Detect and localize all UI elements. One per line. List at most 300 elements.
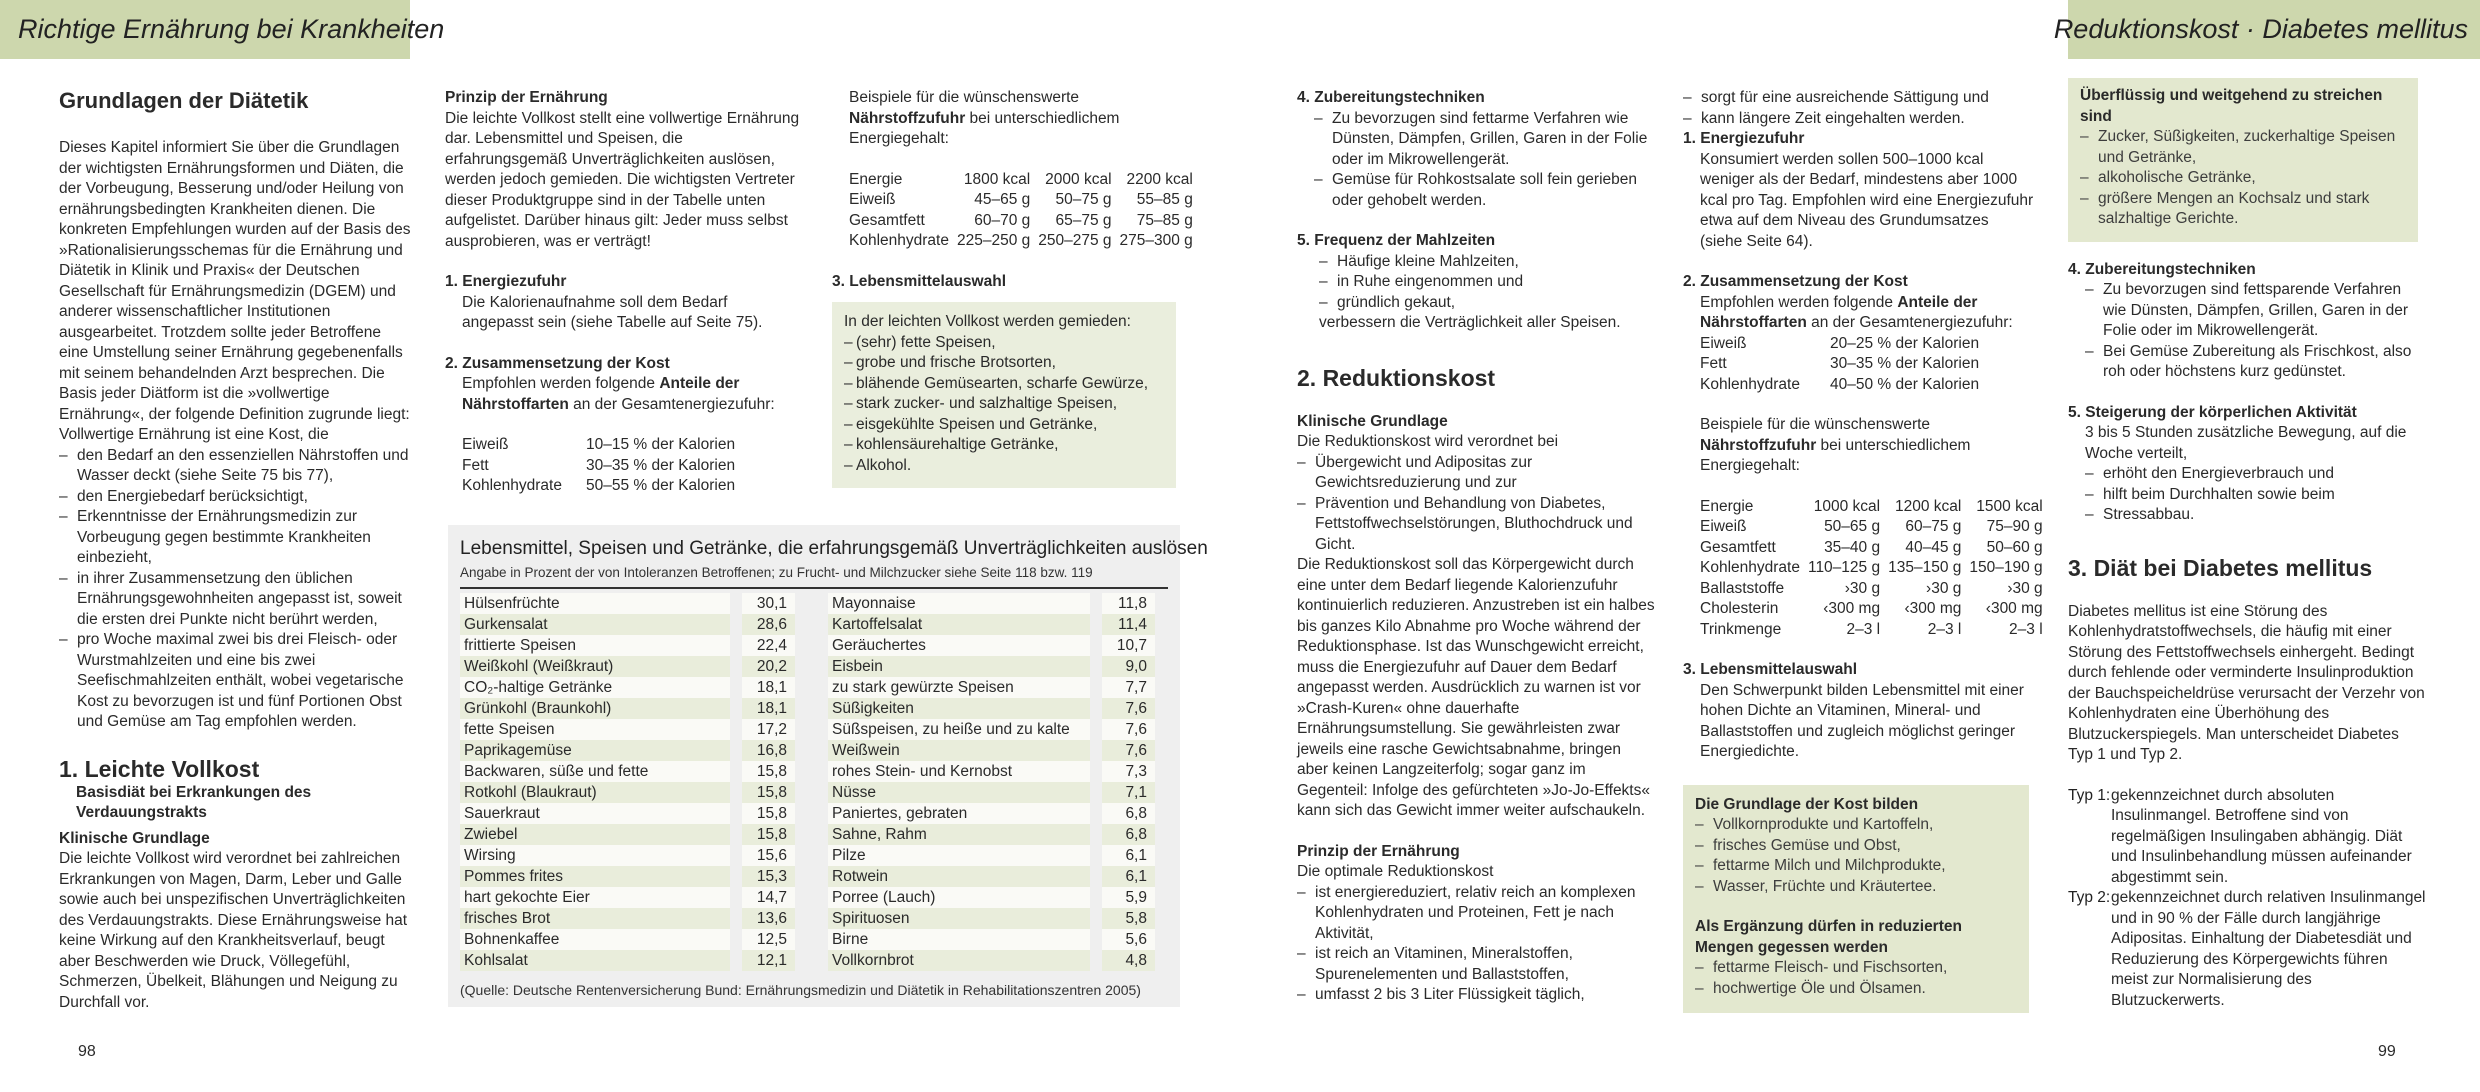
clinical-list xyxy=(1297,453,1655,556)
frequency-list xyxy=(1297,252,1655,314)
diabetes-paragraph: Diabetes mellitus ist eine Störung des Kohlenhydratstoffwechsels, die häufig mit einer Störung des Fettstoffwechsels einhergeht. Bedingt durch fehlende oder verminderte Insulinproduktion der Bauchspeicheldrüse verursacht der Verzehr von Kohlenhydraten eine Überhöhung des Blutzuckerspiegels. Man unterscheidet Diabetes Typ 1 und Typ 2. xyxy=(2068,602,2425,763)
food-name: Pilze xyxy=(828,845,1090,866)
nutrient-label: Ballaststoffe xyxy=(1700,579,1785,597)
cell-spacer xyxy=(1090,866,1102,887)
nutrient-label: Kohlenhydrate xyxy=(849,232,949,249)
food-name: Gurkensalat xyxy=(460,614,730,635)
food-name: Süßspeisen, zu heiße und zu kalte xyxy=(828,719,1090,740)
page-number-left: 98 xyxy=(78,1043,96,1060)
nutrient-row xyxy=(1700,579,2043,600)
intolerance-percent: 20,2 xyxy=(742,656,795,677)
cell-spacer xyxy=(1090,929,1102,950)
table-row xyxy=(460,677,795,698)
list-item: – Zu bevorzugen sind fettsparende Verfahren wie Dünsten, Dämpfen, Grillen, Garen in der Folie oder im Mikrowellengerät. xyxy=(2085,280,2426,342)
energy-paragraph: Die Kalorienaufnahme soll dem Bedarf angepasst sein (siehe Tabelle auf Seite 75). xyxy=(462,293,763,331)
basis-list xyxy=(1695,815,2017,897)
composition-paragraph xyxy=(1683,293,2035,334)
prep-heading: 4. Zubereitungstechniken xyxy=(1297,89,1485,106)
cell-spacer xyxy=(730,803,742,824)
nutrient-value: 55–85 g xyxy=(1136,191,1193,208)
table-row xyxy=(460,740,795,761)
nutrient-value: ‹300 mg xyxy=(1904,600,1962,617)
cell-spacer xyxy=(1090,593,1102,614)
nutrient-row xyxy=(1700,497,2043,518)
list-item: – pro Woche maximal zwei bis drei Fleisch- oder Wurstmahlzeiten und eine bis zwei Seefischmahlzeiten enthält, wobei vegetarische Kost zu bevorzugen ist und fünf Portionen Obst und Gemüse am Tag empfohlen werden. xyxy=(59,630,411,733)
nutrient-value: 75–85 g xyxy=(1136,211,1193,229)
food-name: Zwiebel xyxy=(460,824,730,845)
activity-heading: 5. Steigerung der körperlichen Aktivität xyxy=(2068,403,2357,421)
food-name: Backwaren, süße und fette xyxy=(460,761,730,782)
list-item: – größere Mengen an Kochsalz und stark salzhaltige Gerichte. xyxy=(2080,189,2406,230)
table-source: (Quelle: Deutsche Rentenversicherung Bund: Ernährungsmedizin und Diätetik in Rehabilitationszentren 2005) xyxy=(460,982,1141,998)
nutrient-value: 50–75 g xyxy=(1055,191,1112,208)
intolerance-percent: 7,3 xyxy=(1102,761,1155,782)
intolerance-percent: 7,1 xyxy=(1102,782,1155,803)
table-subtitle: Angabe in Prozent der von Intoleranzen Betroffenen; zu Frucht- und Milchzucker siehe Seite 118 bzw. 119 xyxy=(460,565,1093,580)
cell-spacer xyxy=(1090,803,1102,824)
intolerance-percent: 14,7 xyxy=(742,887,795,908)
list-item: – grobe und frische Brotsorten, xyxy=(844,353,1164,374)
intolerance-percent: 15,6 xyxy=(742,845,795,866)
intolerance-percent: 9,0 xyxy=(1102,656,1155,677)
list-item: – den Energiebedarf berücksichtigt, xyxy=(59,487,411,508)
nutrient-value: 110–125 g xyxy=(1807,559,1881,576)
intolerance-percent: 12,1 xyxy=(742,950,795,971)
food-name: Spirituosen xyxy=(828,908,1090,929)
intolerance-percent: 7,7 xyxy=(1102,677,1155,698)
share-label: Fett xyxy=(1700,355,1727,372)
share-value: 50–55 % der Kalorien xyxy=(586,477,736,494)
list-item: – Zucker, Süßigkeiten, zuckerhaltige Speisen und Getränke, xyxy=(2080,127,2406,168)
food-name: frisches Brot xyxy=(460,908,730,929)
left-column-2 xyxy=(445,88,803,497)
supplement-list xyxy=(1695,958,2017,999)
list-item: – frisches Gemüse und Obst, xyxy=(1695,836,2017,857)
list-item: – (sehr) fette Speisen, xyxy=(844,333,1164,354)
superfluous-list xyxy=(2080,127,2406,230)
continued-list xyxy=(1683,88,2035,129)
bold-span: Anteile der Nährstoffarten xyxy=(462,375,740,413)
energy-paragraph: Konsumiert werden sollen 500–1000 kcal weniger als der Bedarf, mindestens aber 1000 kcal pro Tag. Empfohlen wird eine Energiezufuhr etwa auf dem Niveau des Grundumsatzes (siehe Seite 64). xyxy=(1700,150,2034,250)
bold-span: Nährstoffzufuhr xyxy=(849,109,966,127)
principle-list xyxy=(1297,883,1655,1006)
intolerance-percent: 5,9 xyxy=(1102,887,1155,908)
table-row xyxy=(828,635,1155,656)
type-label: Typ 2: xyxy=(2068,889,2111,906)
activity-list xyxy=(2068,464,2426,526)
food-name: zu stark gewürzte Speisen xyxy=(828,677,1090,698)
cell-spacer xyxy=(730,824,742,845)
list-item: – erhöht den Energieverbrauch und xyxy=(2085,464,2426,485)
cell-spacer xyxy=(730,929,742,950)
intolerance-percent: 6,8 xyxy=(1102,824,1155,845)
food-name: fette Speisen xyxy=(460,719,730,740)
intolerance-percent: 15,8 xyxy=(742,824,795,845)
intolerance-percent: 6,1 xyxy=(1102,845,1155,866)
running-header-title: Reduktionskost · Diabetes mellitus xyxy=(2053,14,2468,44)
list-item: – den Bedarf an den essenziellen Nährstoffen und Wasser deckt (siehe Seite 75 bis 77), xyxy=(59,446,411,487)
table-row xyxy=(828,929,1155,950)
table-row xyxy=(828,824,1155,845)
intolerance-percent: 7,6 xyxy=(1102,719,1155,740)
nutrient-label: Energie xyxy=(1700,497,1754,515)
nutrient-label: Gesamtfett xyxy=(849,211,925,229)
list-item: – Bei Gemüse Zubereitung als Frischkost, also roh oder höchstens kurz gedünstet. xyxy=(2085,342,2426,383)
nutrient-value: 60–70 g xyxy=(974,211,1031,229)
food-name: Mayonnaise xyxy=(828,593,1090,614)
food-name: CO₂-haltige Getränke xyxy=(460,677,730,698)
intolerance-percent: 11,8 xyxy=(1102,593,1155,614)
type-description: gekennzeichnet durch relativen Insulinmangel und in 90 % der Fälle durch langjährige Adipositas. Einhaltung der Diabetesdiät und Reduzierung des Körpergewichts führen meist zur Normalisierung des Blutzuckerwerts. xyxy=(2111,889,2426,1009)
cell-spacer xyxy=(1090,656,1102,677)
nutrient-label: Energie xyxy=(849,170,903,188)
table-column-left xyxy=(460,593,795,971)
clinical-heading: Klinische Grundlage xyxy=(59,829,210,847)
selection-heading: 3. Lebensmittelauswahl xyxy=(832,272,1006,290)
table-row xyxy=(460,656,795,677)
table-row xyxy=(460,593,795,614)
nutrient-label: Cholesterin xyxy=(1700,600,1779,617)
nutrient-row xyxy=(849,231,1193,252)
table-row xyxy=(460,908,795,929)
cell-spacer xyxy=(1090,824,1102,845)
share-row xyxy=(1700,334,2035,355)
intolerance-percent: 15,3 xyxy=(742,866,795,887)
list-item: – Häufige kleine Mahlzeiten, xyxy=(1319,252,1655,273)
prep-list xyxy=(1297,109,1655,212)
nutrient-value: 275–300 g xyxy=(1119,232,1193,249)
nutrient-row xyxy=(1700,599,2043,620)
intolerance-percent: 7,6 xyxy=(1102,740,1155,761)
composition-heading: 2. Zusammensetzung der Kost xyxy=(445,354,670,372)
clinical-paragraph: Die Reduktionskost soll das Körpergewicht durch eine unter dem Bedarf liegende Kalorienzufuhr kontinuierlich reduzieren. Anzustreben ist ein halbes bis ganzes Kilo Abnahme pro Woche während der Reduktionsphase. Ist das Wunschgewicht erreicht, muss die Energiezufuhr auf Dauer dem Bedarf angepasst werden. Ausdrücklich zu warnen ist vor »Crash-Kuren« ohne dauerhafte Ernährungsumstellung. Sie gewährleisten zwar jeweils eine rasche Gewichtsabnahme, bringen aber keinen Langzeiterfolg; sogar ganz im Gegenteil: Infolge des gefürchteten »Jo-Jo-Effekts« kann sich das Gewicht immer weiter aufschaukeln. xyxy=(1297,556,1655,819)
text-span: Beispiele für die wünschenswerte xyxy=(849,89,1080,106)
table-row xyxy=(828,845,1155,866)
table-row xyxy=(828,782,1155,803)
nutrient-value: 1800 kcal xyxy=(963,170,1031,188)
nutrient-value: 250–275 g xyxy=(1038,232,1112,249)
intolerance-percent: 16,8 xyxy=(742,740,795,761)
list-item: – umfasst 2 bis 3 Liter Flüssigkeit täglich, xyxy=(1297,985,1655,1006)
table-row xyxy=(828,950,1155,971)
left-column-1 xyxy=(59,88,411,1013)
table-row xyxy=(460,698,795,719)
list-item: – hilft beim Durchhalten sowie beim xyxy=(2085,485,2426,506)
table-row xyxy=(828,908,1155,929)
text-span: an der Gesamtenergiezufuhr: xyxy=(568,395,775,413)
text-span: Empfohlen werden folgende xyxy=(1700,293,1898,311)
list-item: – blähende Gemüsearten, scharfe Gewürze, xyxy=(844,374,1164,395)
intolerance-table xyxy=(448,525,1208,1007)
section-heading-reduktionskost: 2. Reduktionskost xyxy=(1297,364,1496,391)
food-name: Weißkohl (Weißkraut) xyxy=(460,656,730,677)
share-value: 30–35 % der Kalorien xyxy=(586,456,736,474)
cell-spacer xyxy=(1090,845,1102,866)
table-column-right xyxy=(828,593,1155,971)
list-item: – in Ruhe eingenommen und xyxy=(1319,272,1655,293)
prep-list xyxy=(2068,280,2426,383)
nutrient-label: Trinkmenge xyxy=(1700,620,1782,638)
principle-intro: Die optimale Reduktionskost xyxy=(1297,863,1494,880)
share-value: 10–15 % der Kalorien xyxy=(586,436,736,453)
food-name: Bohnenkaffee xyxy=(460,929,730,950)
nutrient-value: ›30 g xyxy=(2007,579,2043,597)
share-value: 30–35 % der Kalorien xyxy=(1830,355,1980,372)
cell-spacer xyxy=(1090,908,1102,929)
diabetes-type-1 xyxy=(2068,786,2426,889)
food-name: Süßigkeiten xyxy=(828,698,1090,719)
table-row xyxy=(460,614,795,635)
clinical-intro: Die Reduktionskost wird verordnet bei xyxy=(1297,433,1559,450)
examples-paragraph xyxy=(832,88,1184,150)
nutrient-value: 150–190 g xyxy=(1969,559,2043,576)
intolerance-percent: 22,4 xyxy=(742,635,795,656)
shares-list xyxy=(1683,334,2035,396)
food-name: hart gekochte Eier xyxy=(460,887,730,908)
energy-heading: 1. Energiezufuhr xyxy=(1683,130,1805,147)
food-name: Weißwein xyxy=(828,740,1090,761)
bold-span: Nährstoffzufuhr xyxy=(1700,436,1817,454)
section-subtitle: Basisdiät bei Erkrankungen des Verdauungstrakts xyxy=(76,783,312,821)
share-label: Kohlenhydrate xyxy=(462,477,562,494)
composition-paragraph xyxy=(445,374,803,415)
table-row xyxy=(828,887,1155,908)
intolerance-percent: 15,8 xyxy=(742,803,795,824)
right-page xyxy=(1240,0,2480,1092)
nutrient-value: 225–250 g xyxy=(956,232,1031,249)
food-name: Porree (Lauch) xyxy=(828,887,1090,908)
selection-paragraph: Den Schwerpunkt bilden Lebensmittel mit einer hohen Dichte an Vitaminen, Mineral- und Ballaststoffen und zugleich möglichst geringer Energiedichte. xyxy=(1700,681,2024,760)
cell-spacer xyxy=(1090,950,1102,971)
list-item: – ist reich an Vitaminen, Mineralstoffen, Spurenelementen und Ballaststoffen, xyxy=(1297,944,1655,985)
list-item: – gründlich gekaut, xyxy=(1319,293,1655,314)
intolerance-percent: 10,7 xyxy=(1102,635,1155,656)
table-rule xyxy=(460,587,1168,589)
nutrient-label: Eiweiß xyxy=(1700,518,1747,535)
intolerance-percent: 17,2 xyxy=(742,719,795,740)
nutrient-value: 2–3 l xyxy=(1927,620,1962,638)
share-row xyxy=(462,476,803,497)
cell-spacer xyxy=(1090,635,1102,656)
food-name: Sauerkraut xyxy=(460,803,730,824)
nutrient-value: 2–3 l xyxy=(1846,620,1881,638)
cell-spacer xyxy=(730,677,742,698)
list-item: – Vollkornprodukte und Kartoffeln, xyxy=(1695,815,2017,836)
page-title: Grundlagen der Diätetik xyxy=(59,88,309,113)
nutrient-value: 1500 kcal xyxy=(1976,497,2043,515)
nutrient-value: ‹300 mg xyxy=(1823,600,1881,617)
table-row xyxy=(828,698,1155,719)
intolerance-percent: 30,1 xyxy=(742,593,795,614)
nutrient-label: Gesamtfett xyxy=(1700,538,1776,556)
food-name: Wirsing xyxy=(460,845,730,866)
nutrient-value: 75–90 g xyxy=(1986,518,2043,535)
basis-box xyxy=(1683,785,2029,1014)
intolerance-percent: 6,8 xyxy=(1102,803,1155,824)
cell-spacer xyxy=(730,761,742,782)
intolerance-percent: 18,1 xyxy=(742,698,795,719)
table-row xyxy=(828,656,1155,677)
nutrient-row xyxy=(849,170,1193,191)
share-label: Eiweiß xyxy=(1700,334,1747,352)
share-value: 20–25 % der Kalorien xyxy=(1830,334,1980,352)
food-name: Geräuchertes xyxy=(828,635,1090,656)
intolerance-percent: 15,8 xyxy=(742,782,795,803)
cell-spacer xyxy=(1090,677,1102,698)
list-item: – Stressabbau. xyxy=(2085,505,2426,526)
nutrient-table-vollkost xyxy=(849,170,1193,252)
table-title: Lebensmittel, Speisen und Getränke, die erfahrungsgemäß Unverträglichkeiten auslösen xyxy=(460,538,1208,559)
list-item: – fettarme Fleisch- und Fischsorten, xyxy=(1695,958,2017,979)
intolerance-percent: 5,8 xyxy=(1102,908,1155,929)
nutrient-value: 2200 kcal xyxy=(1126,170,1193,188)
nutrient-value: 65–75 g xyxy=(1055,211,1112,229)
shares-list xyxy=(445,435,803,497)
table-row xyxy=(828,677,1155,698)
page-number-right: 99 xyxy=(2378,1043,2396,1060)
list-item: – stark zucker- und salzhaltige Speisen, xyxy=(844,394,1164,415)
table-row xyxy=(460,782,795,803)
share-row xyxy=(462,456,803,477)
list-item: – Zu bevorzugen sind fettarme Verfahren wie Dünsten, Dämpfen, Grillen, Garen in der Folie oder im Mikrowellengerät. xyxy=(1314,109,1655,171)
table-row xyxy=(460,887,795,908)
intolerance-percent: 13,6 xyxy=(742,908,795,929)
nutrient-value: 1200 kcal xyxy=(1895,497,1962,515)
nutrient-row xyxy=(1700,558,2043,579)
list-item: – fettarme Milch und Milchprodukte, xyxy=(1695,856,2017,877)
prep-heading: 4. Zubereitungstechniken xyxy=(2068,260,2256,278)
text-span: Beispiele für die wünschenswerte xyxy=(1700,416,1931,433)
list-item: – Prävention und Behandlung von Diabetes, Fettstoffwechselstörungen, Bluthochdruck und Gicht. xyxy=(1297,494,1655,556)
list-item: – in ihrer Zusammensetzung den üblichen Ernährungsgewohnheiten angepasst ist, soweit die ersten drei Punkte nicht berührt werden, xyxy=(59,569,411,631)
frequency-heading: 5. Frequenz der Mahlzeiten xyxy=(1297,232,1496,249)
table-row xyxy=(460,929,795,950)
cell-spacer xyxy=(730,887,742,908)
list-item: – Wasser, Früchte und Kräutertee. xyxy=(1695,877,2017,898)
nutrient-value: ›30 g xyxy=(1926,579,1962,597)
food-name: frittierte Speisen xyxy=(460,635,730,656)
share-label: Fett xyxy=(462,456,489,474)
table-row xyxy=(460,824,795,845)
list-item: – alkoholische Getränke, xyxy=(2080,168,2406,189)
cell-spacer xyxy=(730,698,742,719)
clinical-paragraph: Die leichte Vollkost wird verordnet bei zahlreichen Erkrankungen von Magen, Darm, Leber und Galle sowie auch bei unspezifischen Unverträglichkeiten des Verdauungstrakts. Diese Ernährungsweise hat keine Wirkung auf den Krankheitsverlauf, beugt aber Beschwerden wie Druck, Völlegefühl, Schmerzen, Übelkeit, Blähungen und Neigung zu Durchfall vor. xyxy=(59,850,408,1011)
text-span: Empfohlen werden folgende xyxy=(462,375,660,392)
list-item: – hochwertige Öle und Ölsamen. xyxy=(1695,979,2017,1000)
cell-spacer xyxy=(730,740,742,761)
share-row xyxy=(462,435,803,456)
table-row xyxy=(828,803,1155,824)
table-row xyxy=(828,740,1155,761)
running-header-right xyxy=(2053,0,2480,59)
nutrient-value: 135–150 g xyxy=(1888,559,1962,576)
type-description: gekennzeichnet durch absoluten Insulinmangel. Betroffene sind von regelmäßigen Insulingaben abhängig. Diät und Insulinbehandlung müssen aufeinander abgestimmt sein. xyxy=(2111,786,2412,886)
nutrient-row xyxy=(1700,517,2043,538)
nutrient-value: 40–45 g xyxy=(1905,538,1962,556)
food-name: Birne xyxy=(828,929,1090,950)
avoid-list xyxy=(844,333,1164,477)
nutrient-value: 50–65 g xyxy=(1824,518,1881,535)
food-name: Grünkohl (Braunkohl) xyxy=(460,698,730,719)
food-name: Eisbein xyxy=(828,656,1090,677)
nutrient-row xyxy=(1700,538,2043,559)
cell-spacer xyxy=(730,656,742,677)
cell-spacer xyxy=(1090,887,1102,908)
list-item: – kann längere Zeit eingehalten werden. xyxy=(1683,109,2035,130)
intolerance-percent: 11,4 xyxy=(1102,614,1155,635)
table-row xyxy=(460,845,795,866)
cell-spacer xyxy=(1090,614,1102,635)
list-item: – eisgekühlte Speisen und Getränke, xyxy=(844,415,1164,436)
food-name: Pommes frites xyxy=(460,866,730,887)
text-span: bei unterschiedlichem Energiegehalt: xyxy=(1700,436,1971,474)
section-heading-leichte-vollkost: 1. Leichte Vollkost xyxy=(59,755,260,782)
food-name: Rotwein xyxy=(828,866,1090,887)
nutrient-table-reduktionskost xyxy=(1700,497,2043,641)
table-row xyxy=(460,761,795,782)
nutrient-value: 60–75 g xyxy=(1905,518,1962,535)
nutrient-row xyxy=(849,190,1193,211)
nutrient-label: Kohlenhydrate xyxy=(1700,559,1800,576)
supplement-heading: Als Ergänzung dürfen in reduzierten Mengen gegessen werden xyxy=(1695,918,1962,956)
principle-heading: Prinzip der Ernährung xyxy=(445,89,608,106)
list-item: – Gemüse für Rohkostsalate soll fein gerieben oder gehobelt werden. xyxy=(1314,170,1655,211)
text-span: bei unterschiedlichem Energiegehalt: xyxy=(849,109,1120,147)
avoid-box-intro: In der leichten Vollkost werden gemieden: xyxy=(844,313,1131,330)
share-label: Eiweiß xyxy=(462,436,509,453)
composition-heading: 2. Zusammensetzung der Kost xyxy=(1683,273,1908,290)
nutrient-value: 35–40 g xyxy=(1824,538,1881,556)
food-name: Rotkohl (Blaukraut) xyxy=(460,782,730,803)
intolerance-percent: 7,6 xyxy=(1102,698,1155,719)
cell-spacer xyxy=(1090,740,1102,761)
nutrient-row xyxy=(849,211,1193,232)
share-row xyxy=(1700,354,2035,375)
running-header-title: Richtige Ernährung bei Krankheiten xyxy=(18,14,445,44)
nutrient-value: ‹300 mg xyxy=(1985,600,2043,617)
share-value: 40–50 % der Kalorien xyxy=(1830,375,1980,393)
cell-spacer xyxy=(730,866,742,887)
definition-list xyxy=(59,446,411,733)
energy-heading: 1. Energiezufuhr xyxy=(445,273,567,290)
section-heading-diabetes: 3. Diät bei Diabetes mellitus xyxy=(2068,554,2373,581)
food-name: rohes Stein- und Kernobst xyxy=(828,761,1090,782)
food-name: Vollkornbrot xyxy=(828,950,1090,971)
type-label: Typ 1: xyxy=(2068,786,2111,804)
nutrient-label: Eiweiß xyxy=(849,191,896,208)
cell-spacer xyxy=(1090,761,1102,782)
intolerance-percent: 12,5 xyxy=(742,929,795,950)
nutrient-value: 1000 kcal xyxy=(1813,497,1881,515)
examples-paragraph xyxy=(1683,415,2035,477)
table-row xyxy=(828,719,1155,740)
left-column-3 xyxy=(832,88,1193,488)
table-row xyxy=(460,866,795,887)
food-name: Paniertes, gebraten xyxy=(828,803,1090,824)
intolerance-percent: 18,1 xyxy=(742,677,795,698)
list-item: – Übergewicht und Adipositas zur Gewichtsreduzierung und zur xyxy=(1297,453,1655,494)
list-item: – kohlensäurehaltige Getränke, xyxy=(844,435,1164,456)
table-row xyxy=(460,950,795,971)
cell-spacer xyxy=(730,635,742,656)
table-row xyxy=(828,866,1155,887)
right-column-1 xyxy=(1297,88,1655,1006)
food-name: Paprikagemüse xyxy=(460,740,730,761)
running-header-left xyxy=(0,0,445,59)
nutrient-value: 2000 kcal xyxy=(1045,170,1112,188)
table-row xyxy=(460,719,795,740)
selection-heading: 3. Lebensmittelauswahl xyxy=(1683,661,1857,678)
